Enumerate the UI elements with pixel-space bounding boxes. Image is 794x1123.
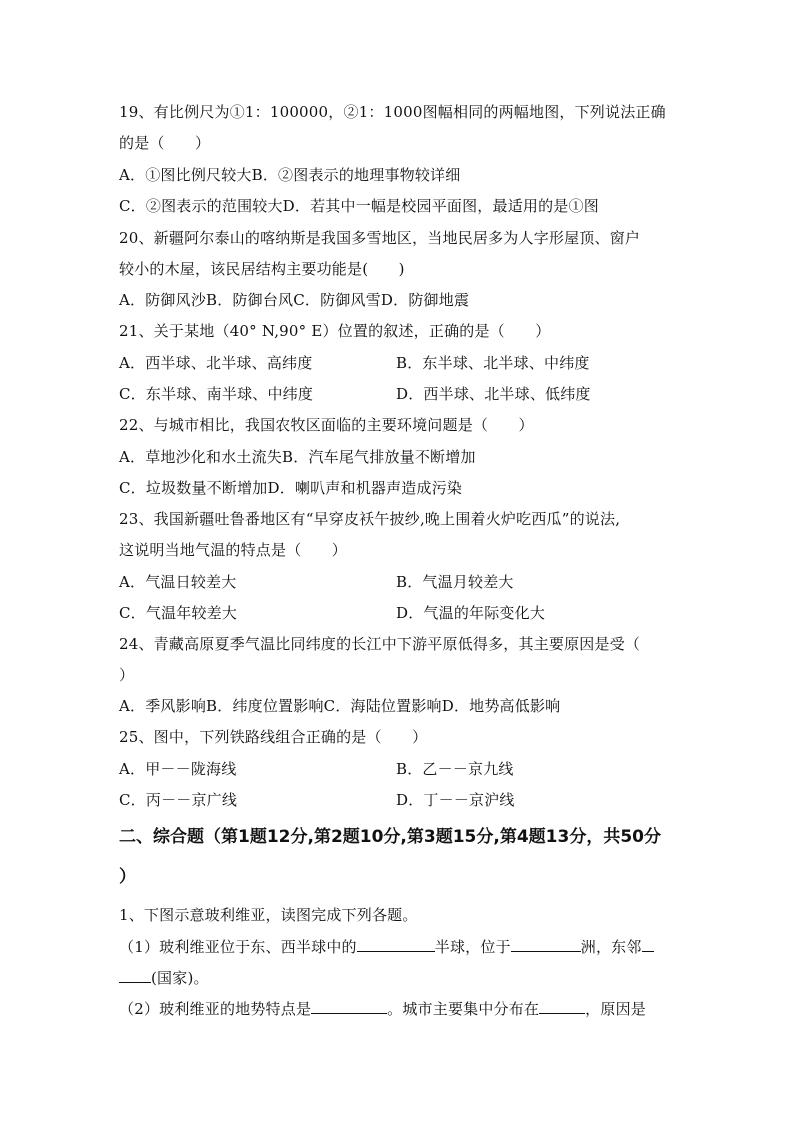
s2q1-part2-text-c: ，原因是 xyxy=(585,1000,646,1018)
q23-stem-line1: 23、我国新疆吐鲁番地区有“早穿皮袄午披纱,晚上围着火炉吃西瓜”的说法, xyxy=(119,510,621,528)
q21-option-a: A．西半球、北半球、高纬度 xyxy=(119,354,313,372)
q21-option-row2 xyxy=(119,384,591,404)
q21-option-row1 xyxy=(119,353,590,373)
answer-blank-neighbor[interactable] xyxy=(119,967,151,983)
q23-option-a: A．气温日较差大 xyxy=(119,573,237,591)
q21-option-c: C．东半球、南半球、中纬度 xyxy=(119,385,314,403)
q20-options: A．防御风沙B．防御台风C．防御风雪D．防御地震 xyxy=(119,291,470,309)
s2q1-part1-text-a: （1）玻利维亚位于东、西半球中的 xyxy=(119,938,357,956)
s2q1-part1-text-c: 洲，东邻 xyxy=(580,938,642,956)
s2q1-part1-text-d: (国家)。 xyxy=(151,969,209,987)
q25-stem: 25、图中，下列铁路线组合正确的是（ ） xyxy=(119,728,428,746)
q19-stem-line2: 的是（ ） xyxy=(119,134,211,152)
q23-option-row2 xyxy=(119,603,546,623)
answer-blank-continent[interactable] xyxy=(511,936,581,952)
s2q1-part1-text-b: 半球，位于 xyxy=(434,938,511,956)
q19-stem-line1: 19、有比例尺为①1：100000，②1：1000图幅相同的两幅地图，下列说法正确 xyxy=(119,103,666,121)
s2q1-part1-line2 xyxy=(119,967,209,988)
q25-option-b: B．乙－－京九线 xyxy=(396,760,514,778)
q22-stem: 22、与城市相比，我国农牧区面临的主要环境问题是（ ） xyxy=(119,416,534,434)
q21-option-d: D．西半球、北半球、低纬度 xyxy=(396,385,591,403)
q25-option-row1 xyxy=(119,759,514,779)
q23-stem-line2: 这说明当地气温的特点是（ ） xyxy=(119,541,348,559)
q24-stem-line1: 24、青藏高原夏季气温比同纬度的长江中下游平原低得多，其主要原因是受（ xyxy=(119,635,641,653)
q21-stem: 21、关于某地（40° N,90° E）位置的叙述，正确的是（ ） xyxy=(119,322,551,340)
section2-heading-line1: 二、综合题（第1题12分,第2题10分,第3题15分,第4题13分，共50分 xyxy=(119,827,661,847)
q25-option-a: A．甲－－陇海线 xyxy=(119,760,237,778)
q23-option-b: B．气温月较差大 xyxy=(396,573,514,591)
q21-option-b: B．东半球、北半球、中纬度 xyxy=(396,354,590,372)
q24-options: A．季风影响B．纬度位置影响C．海陆位置影响D．地势高低影响 xyxy=(119,697,561,715)
q20-stem-line1: 20、新疆阿尔泰山的喀纳斯是我国多雪地区，当地民居多为人字形屋顶、窗户 xyxy=(119,229,641,247)
s2q1-part2-text-a: （2）玻利维亚的地势特点是 xyxy=(119,1000,312,1018)
q23-option-d: D．气温的年际变化大 xyxy=(396,604,546,622)
s2q1-part2-text-b: 。城市主要集中分布在 xyxy=(387,1000,540,1018)
q19-options-cd: C．②图表示的范围较大D．若其中一幅是校园平面图，最适用的是①图 xyxy=(119,197,599,215)
q20-stem-line2: 较小的木屋，该民居结构主要功能是( ) xyxy=(119,260,405,278)
answer-blank-neighbor-start[interactable] xyxy=(642,936,654,952)
s2q1-part2-line1 xyxy=(119,998,646,1019)
q23-option-c: C．气温年较差大 xyxy=(119,604,238,622)
answer-blank-terrain[interactable] xyxy=(311,998,387,1014)
s2q1-part1-line1 xyxy=(119,936,654,957)
s2q1-intro: 1、下图示意玻利维亚，读图完成下列各题。 xyxy=(119,906,418,924)
q22-options-cd: C．垃圾数量不断增加D．喇叭声和机器声造成污染 xyxy=(119,479,463,497)
section2-heading-line2: ） xyxy=(119,867,136,887)
q22-options-ab: A．草地沙化和水土流失B．汽车尾气排放量不断增加 xyxy=(119,448,476,466)
q19-options-ab: A．①图比例尺较大B．②图表示的地理事物较详细 xyxy=(119,166,461,184)
q25-option-d: D．丁－－京沪线 xyxy=(396,791,515,809)
q25-option-c: C．丙－－京广线 xyxy=(119,791,238,809)
answer-blank-city-location[interactable] xyxy=(539,998,585,1014)
q24-stem-line2: ） xyxy=(119,666,135,684)
q23-option-row1 xyxy=(119,572,514,592)
q25-option-row2 xyxy=(119,790,515,810)
answer-blank-hemisphere[interactable] xyxy=(357,936,435,952)
